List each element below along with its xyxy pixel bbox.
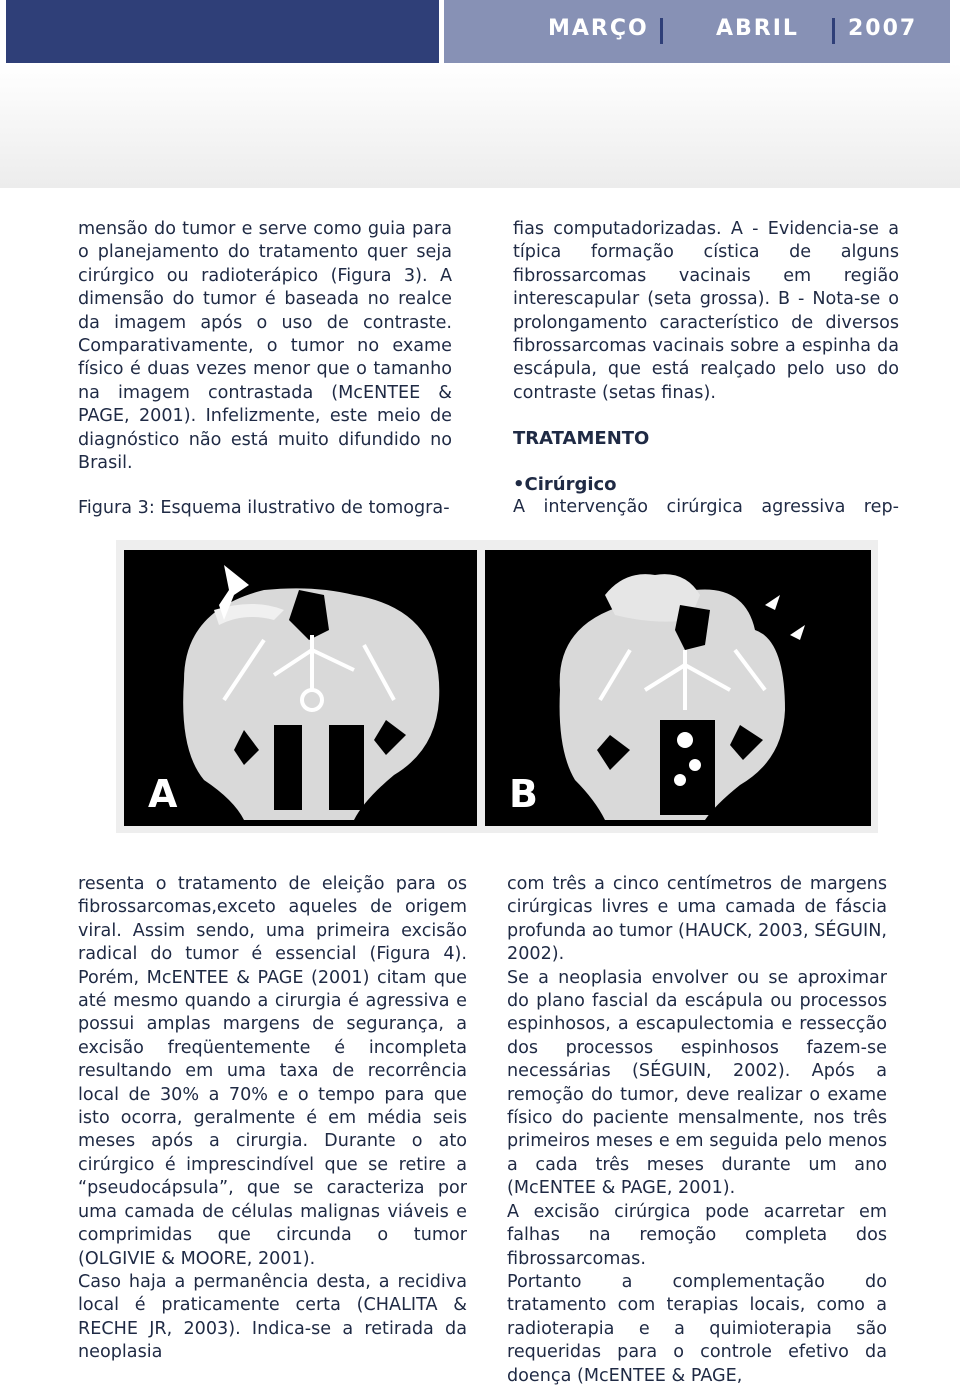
header-month-march: MARÇO xyxy=(548,16,649,41)
body-paragraph: resenta o tratamento de eleição para os fibrossarcomas,exceto aqueles de origem viral. Assim sendo, uma primeira excisão radical do tumor é essencial (Figura 4). Porém, McENTEE & PAGE (2001) citam que até mesmo quando a cirurgia é agressiva e possui amplas margens de segurança, a excisão freqüentemente é incompleta resultando em uma taxa de recorrência local de 30% a 70% e o tempo para que isto ocorra, geralmente é em média seis meses após a cirurgia. Durante o ato cirúrgico é imprescindível que se retire a “pseudocápsula”, que se caracteriza por uma camada de células malignas viáveis e comprimidas que circunda o tumor (OLGIVIE & MOORE, 2001). xyxy=(78,874,467,1269)
body-paragraph: A excisão cirúrgica pode acarretar em falhas na remoção completa dos fibrossarcomas. xyxy=(507,1201,887,1269)
ct-panel-a xyxy=(124,550,477,826)
column-bottom-right xyxy=(507,873,887,1388)
body-paragraph: Caso haja a permanência desta, a recidiva local é praticamente certa (CHALITA & RECHE JR, 2003). Indica-se a retirada da neoplasia xyxy=(78,1271,467,1363)
header-year: 2007 xyxy=(848,16,918,41)
column-top-left xyxy=(78,218,452,521)
figure-caption-end: fias computadorizadas. A - Evidencia-se a típica formação cística de alguns fibrossarcomas vacinais em região interescapular (seta grossa). B - Nota-se o prolongamento característico de diversos fibrossarcomas vacinais sobre a espinha da escápula, que está realçado pelo uso do contraste (setas finas). xyxy=(513,219,899,403)
section-heading-treatment: TRATAMENTO xyxy=(513,428,650,450)
figure-caption-start: Figura 3: Esquema ilustrativo de tomogra- xyxy=(78,498,450,519)
body-paragraph: Se a neoplasia envolver ou se aproximar do plano fascial da escápula ou processos espinhosos, a escapulectomia e ressecção dos processos espinhosos fazem-se necessárias (SÉGUIN, 2002). Após a remoção do tumor, deve realizar o exame físico do paciente mensalmente, nos três primeiros meses e em seguida pelo menos a cada três meses durante um ano (McENTEE & PAGE, 2001). xyxy=(507,967,887,1199)
body-paragraph: mensão do tumor e serve como guia para o planejamento do tratamento quer seja cirúrgico ou radioterápico (Figura 3). A dimensão do tumor é baseada no realce da imagem após o uso de contraste. Comparativamente, o tumor no exame físico é duas vezes menor que o tamanho na imagem contrastada (McENTEE & PAGE, 2001). Infelizmente, este meio de diagnóstico não está muito difundido no Brasil. xyxy=(78,219,452,474)
body-paragraph: Portanto a complementação do tratamento com terapias locais, como a radioterapia e a quimioterapia são requeridas para o controle efetivo da doença (McENTEE & PAGE, xyxy=(507,1271,887,1386)
header-month-april: ABRIL xyxy=(716,16,799,41)
figure-ct-scans xyxy=(116,540,878,833)
header-separator xyxy=(660,18,663,44)
panel-a-label: A xyxy=(148,772,178,816)
body-paragraph: com três a cinco centímetros de margens cirúrgicas livres e uma camada de fáscia profunda ao tumor (HAUCK, 2003, SÉGUIN, 2002). xyxy=(507,874,887,965)
subheading-surgical: •Cirúrgico xyxy=(513,473,617,495)
ct-image-b xyxy=(485,550,871,826)
column-bottom-left xyxy=(78,873,467,1365)
column-top-right xyxy=(513,218,899,519)
ct-panel-b xyxy=(485,550,871,826)
header-fade-band xyxy=(0,63,960,188)
header-separator xyxy=(832,18,835,44)
header-bar-dark xyxy=(6,0,439,63)
body-paragraph: A intervenção cirúrgica agressiva rep- xyxy=(513,497,899,518)
header-bar-light xyxy=(444,0,950,63)
panel-b-label: B xyxy=(509,772,538,816)
